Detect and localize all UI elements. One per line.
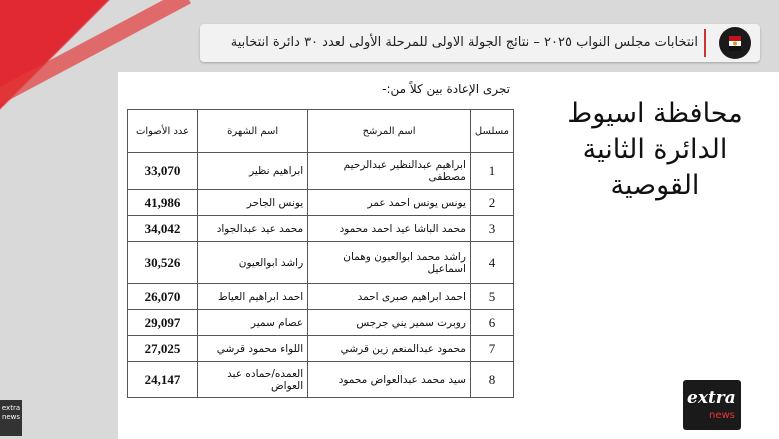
cell-serial: 5	[470, 284, 513, 310]
table-row	[128, 216, 514, 242]
cell-serial: 6	[470, 310, 513, 336]
runoff-intro-text: تجرى الإعادة بين كلاً من:-	[382, 82, 510, 96]
cell-candidate-name: يونس يونس احمد عمر	[308, 190, 471, 216]
logo-main-text: extra	[687, 388, 736, 408]
table-row	[128, 190, 514, 216]
cell-candidate-name: سيد محمد عبدالعواض محمود	[308, 362, 471, 398]
cell-candidate-name: محمد الباشا عيد احمد محمود	[308, 216, 471, 242]
cell-popular-name: يونس الجاحر	[198, 190, 308, 216]
cell-votes: 26,070	[128, 284, 198, 310]
cell-popular-name: راشد ابوالعيون	[198, 242, 308, 284]
extra-news-logo	[683, 380, 741, 430]
cell-candidate-name: روبرت سمير يني جرجس	[308, 310, 471, 336]
egypt-eagle-icon	[718, 26, 752, 60]
headline-line: انتخابات مجلس النواب ٢٠٢٥ – نتائج الجولة الاولى للمرحلة الأولى لعدد ٣٠ دائرة انتخابية	[230, 35, 698, 50]
header-popular-name: اسم الشهرة	[198, 110, 308, 153]
cell-votes: 34,042	[128, 216, 198, 242]
header-candidate: اسم المرشح	[308, 110, 471, 153]
governorate-name: محافظة اسيوط	[567, 98, 743, 129]
cell-serial: 1	[470, 153, 513, 190]
cell-candidate-name: راشد محمد ابوالعيون وهمان اسماعيل	[308, 242, 471, 284]
cell-popular-name: العمده/حماده عبد العواض	[198, 362, 308, 398]
cell-votes: 29,097	[128, 310, 198, 336]
cell-popular-name: ابراهيم نظير	[198, 153, 308, 190]
cell-serial: 4	[470, 242, 513, 284]
cell-candidate-name: احمد ابراهيم صبرى احمد	[308, 284, 471, 310]
cell-serial: 2	[470, 190, 513, 216]
table-row	[128, 362, 514, 398]
results-table	[127, 109, 514, 398]
headline-banner	[200, 24, 760, 62]
cell-popular-name: اللواء محمود قرشي	[198, 336, 308, 362]
table-row	[128, 242, 514, 284]
header-serial: مسلسل	[470, 110, 513, 153]
district-name: الدائرة الثانية	[582, 134, 728, 165]
headline-text	[231, 35, 698, 51]
cell-popular-name: عصام سمير	[198, 310, 308, 336]
table-row	[128, 153, 514, 190]
cell-candidate-name: ابراهيم عبدالنظير عبدالرحيم مصطفى	[308, 153, 471, 190]
cell-serial: 7	[470, 336, 513, 362]
header-votes: عدد الأصوات	[128, 110, 198, 153]
cell-votes: 33,070	[128, 153, 198, 190]
cell-votes: 41,986	[128, 190, 198, 216]
region-title	[560, 96, 750, 204]
logo-sub-text: news	[709, 410, 735, 421]
table-header-row	[128, 110, 514, 153]
table-row	[128, 284, 514, 310]
cell-votes: 27,025	[128, 336, 198, 362]
cell-popular-name: محمد عيد عبدالجواد	[198, 216, 308, 242]
cell-candidate-name: محمود عبدالمنعم زين قرشي	[308, 336, 471, 362]
cell-serial: 8	[470, 362, 513, 398]
table-row	[128, 336, 514, 362]
cell-serial: 3	[470, 216, 513, 242]
district-area: القوصية	[610, 170, 700, 201]
cell-votes: 24,147	[128, 362, 198, 398]
table-row	[128, 310, 514, 336]
left-channel-bug: extra news	[0, 400, 22, 436]
cell-popular-name: احمد ابراهيم العياط	[198, 284, 308, 310]
cell-votes: 30,526	[128, 242, 198, 284]
banner-separator	[704, 29, 706, 57]
